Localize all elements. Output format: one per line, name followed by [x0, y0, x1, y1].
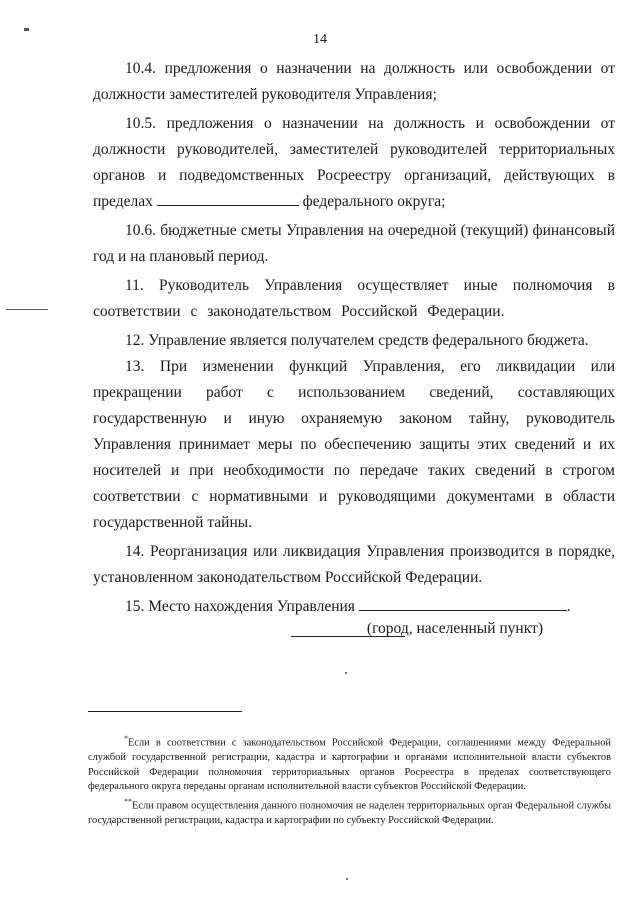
- paragraph-10-5-text: 10.5. предложения о назначении на должность и освобождении от должности руководителей, заместителей руководителей территориальных органов и подведомственных Росреестру организаций, действующих в пределах: [93, 115, 615, 210]
- footnote-1-mark: *: [124, 734, 128, 743]
- location-caption: (город, населенный пункт): [366, 620, 543, 637]
- paragraph-10-5-tail: федерального округа;: [298, 193, 446, 210]
- paragraph-15-end: .: [566, 598, 571, 615]
- footnote-2-text: Если правом осуществления данного полномочия не наделен территориальных орган Федеральной службы государственной регистрации, кадастра и картографии по субъекту Российской Федерации.: [88, 800, 611, 826]
- footnote-separator: [88, 711, 242, 712]
- paragraph-13: 13. При изменении функций Управления, его ликвидации или прекращении работ с использованием сведений, составляющих государственную и иную охраняемую законом тайну, руководитель Управления принимает меры по обеспечению защиты этих сведений и их носителей и при необходимости по передаче таких сведений в строгом соответствии с нормативными и руководящими документами в области государственной тайны.: [93, 358, 615, 531]
- okrug-blank-line: [157, 191, 299, 206]
- scan-mark: [6, 309, 48, 310]
- document-body: [93, 56, 615, 642]
- location-blank-line: [359, 596, 567, 611]
- end-of-text-rule: [291, 636, 405, 637]
- paragraph-10-4: 10.4. предложения о назначении на должность или освобождении от должности заместителей руководителя Управления;: [93, 60, 615, 103]
- paragraph-11: 11. Руководитель Управления осуществляет иные полномочия в соответствии с законодательством Российской Федерации.: [93, 277, 615, 320]
- scan-dot: [345, 672, 347, 674]
- scan-dot: [346, 878, 348, 880]
- page-number: 14: [313, 32, 327, 47]
- scan-mark: [24, 28, 29, 31]
- footnote-1-text: Если в соответствии с законодательством Российской Федерации, соглашениями между Федеральной службой государственной регистрации, кадастра и картографии и органами исполнительной власти субъектов Российской Федерации полномочия территориальных органов Росреестра в пределах соответствующего федерального округа переданы органам исполнительной власти субъектов Российской Федерации.: [88, 737, 611, 793]
- footnote-2-mark: **: [124, 796, 132, 806]
- footnotes: [88, 732, 611, 829]
- paragraph-14: 14. Реорганизация или ликвидация Управления производится в порядке, установленном законодательством Российской Федерации.: [93, 543, 615, 586]
- paragraph-15-text: 15. Место нахождения Управления: [125, 598, 359, 615]
- footnote-1: [88, 732, 611, 795]
- paragraph-10-6: 10.6. бюджетные сметы Управления на очередной (текущий) финансовый год и на плановый период.: [93, 222, 615, 265]
- paragraph-10-5: [93, 111, 615, 215]
- paragraph-12: 12. Управление является получателем средств федерального бюджета.: [125, 332, 589, 349]
- footnote-2: [88, 795, 611, 829]
